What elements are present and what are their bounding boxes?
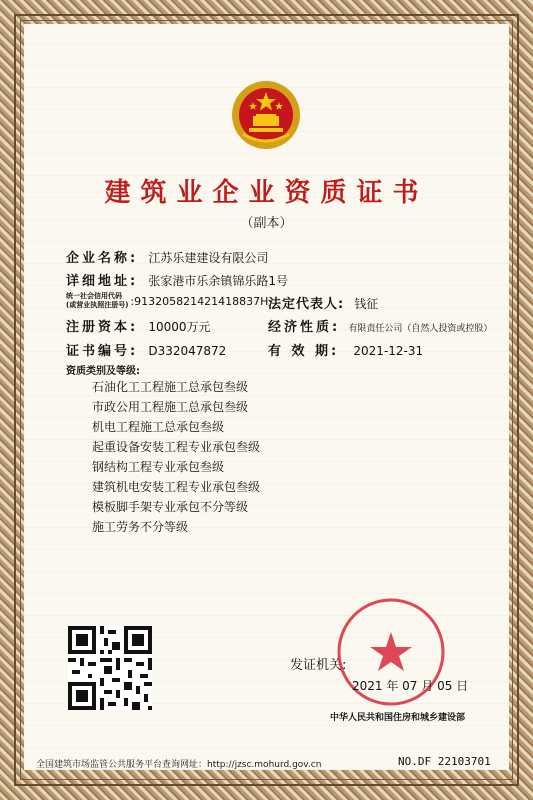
legal-rep-value: 钱征 — [354, 297, 379, 311]
credit-code-row — [66, 292, 268, 310]
qualification-heading: 资质类别及等级: — [66, 366, 140, 377]
certificate-serial-number: NO.DF 22103701 — [398, 755, 491, 768]
capital-value: 10000万元 — [148, 320, 211, 334]
cert-no-label: 证书编号: — [66, 344, 139, 359]
economic-type-label: 经济性质: — [268, 320, 341, 335]
address-value: 张家港市乐余镇锦乐路1号 — [148, 274, 288, 288]
qualification-item: 钢结构工程专业承包叁级 — [92, 460, 225, 474]
economic-type-value: 有限责任公司（自然人投资或控股） — [348, 324, 493, 334]
company-name-row — [66, 247, 268, 266]
credit-code-label — [66, 292, 128, 310]
cert-no-value: D332047872 — [148, 344, 227, 358]
qualification-item: 建筑机电安装工程专业承包叁级 — [92, 480, 261, 494]
qualification-item: 起重设备安装工程专业承包叁级 — [92, 440, 261, 454]
qualification-item: 石油化工工程施工总承包叁级 — [92, 380, 249, 394]
valid-label: 有 效 期: — [268, 344, 340, 359]
address-row — [66, 270, 288, 289]
company-name-label: 企业名称: — [66, 251, 139, 266]
valid-row — [268, 340, 423, 359]
capital-label: 注册资本: — [66, 320, 139, 335]
certificate-title: 建筑业企业资质证书 — [104, 178, 429, 208]
footer-query-url: 全国建筑市场监管公共服务平台查询网址：http://jzsc.mohurd.gov.cn — [36, 760, 322, 770]
qualification-item: 施工劳务不分等级 — [92, 520, 189, 534]
credit-code-value: :913205821421418837H — [130, 294, 269, 308]
address-label: 详细地址: — [66, 274, 139, 289]
qualification-item: 模板脚手架专业承包不分等级 — [92, 500, 249, 514]
qualification-item: 机电工程施工总承包叁级 — [92, 420, 225, 434]
qr-code-icon — [68, 626, 152, 710]
legal-rep-label: 法定代表人: — [268, 297, 345, 312]
issue-date: 2021 年 07 月 05 日 — [352, 679, 469, 693]
issuer-label: 发证机关: — [290, 658, 347, 673]
cert-no-row — [66, 340, 226, 359]
qualification-item: 市政公用工程施工总承包叁级 — [92, 400, 249, 414]
credit-code-label-line1: 统一社会信用代码 — [66, 292, 122, 300]
capital-row — [66, 316, 211, 335]
national-emblem-icon — [229, 78, 303, 152]
ministry-name: 中华人民共和国住房和城乡建设部 — [330, 713, 466, 723]
valid-value: 2021-12-31 — [353, 344, 424, 358]
certificate-subtitle: （副本） — [240, 216, 293, 231]
legal-rep-row — [268, 293, 378, 312]
company-name-value: 江苏乐建建设有限公司 — [148, 251, 269, 265]
credit-code-label-line2: (或营业执照注册号) — [66, 301, 129, 309]
economic-type-row — [268, 316, 492, 335]
